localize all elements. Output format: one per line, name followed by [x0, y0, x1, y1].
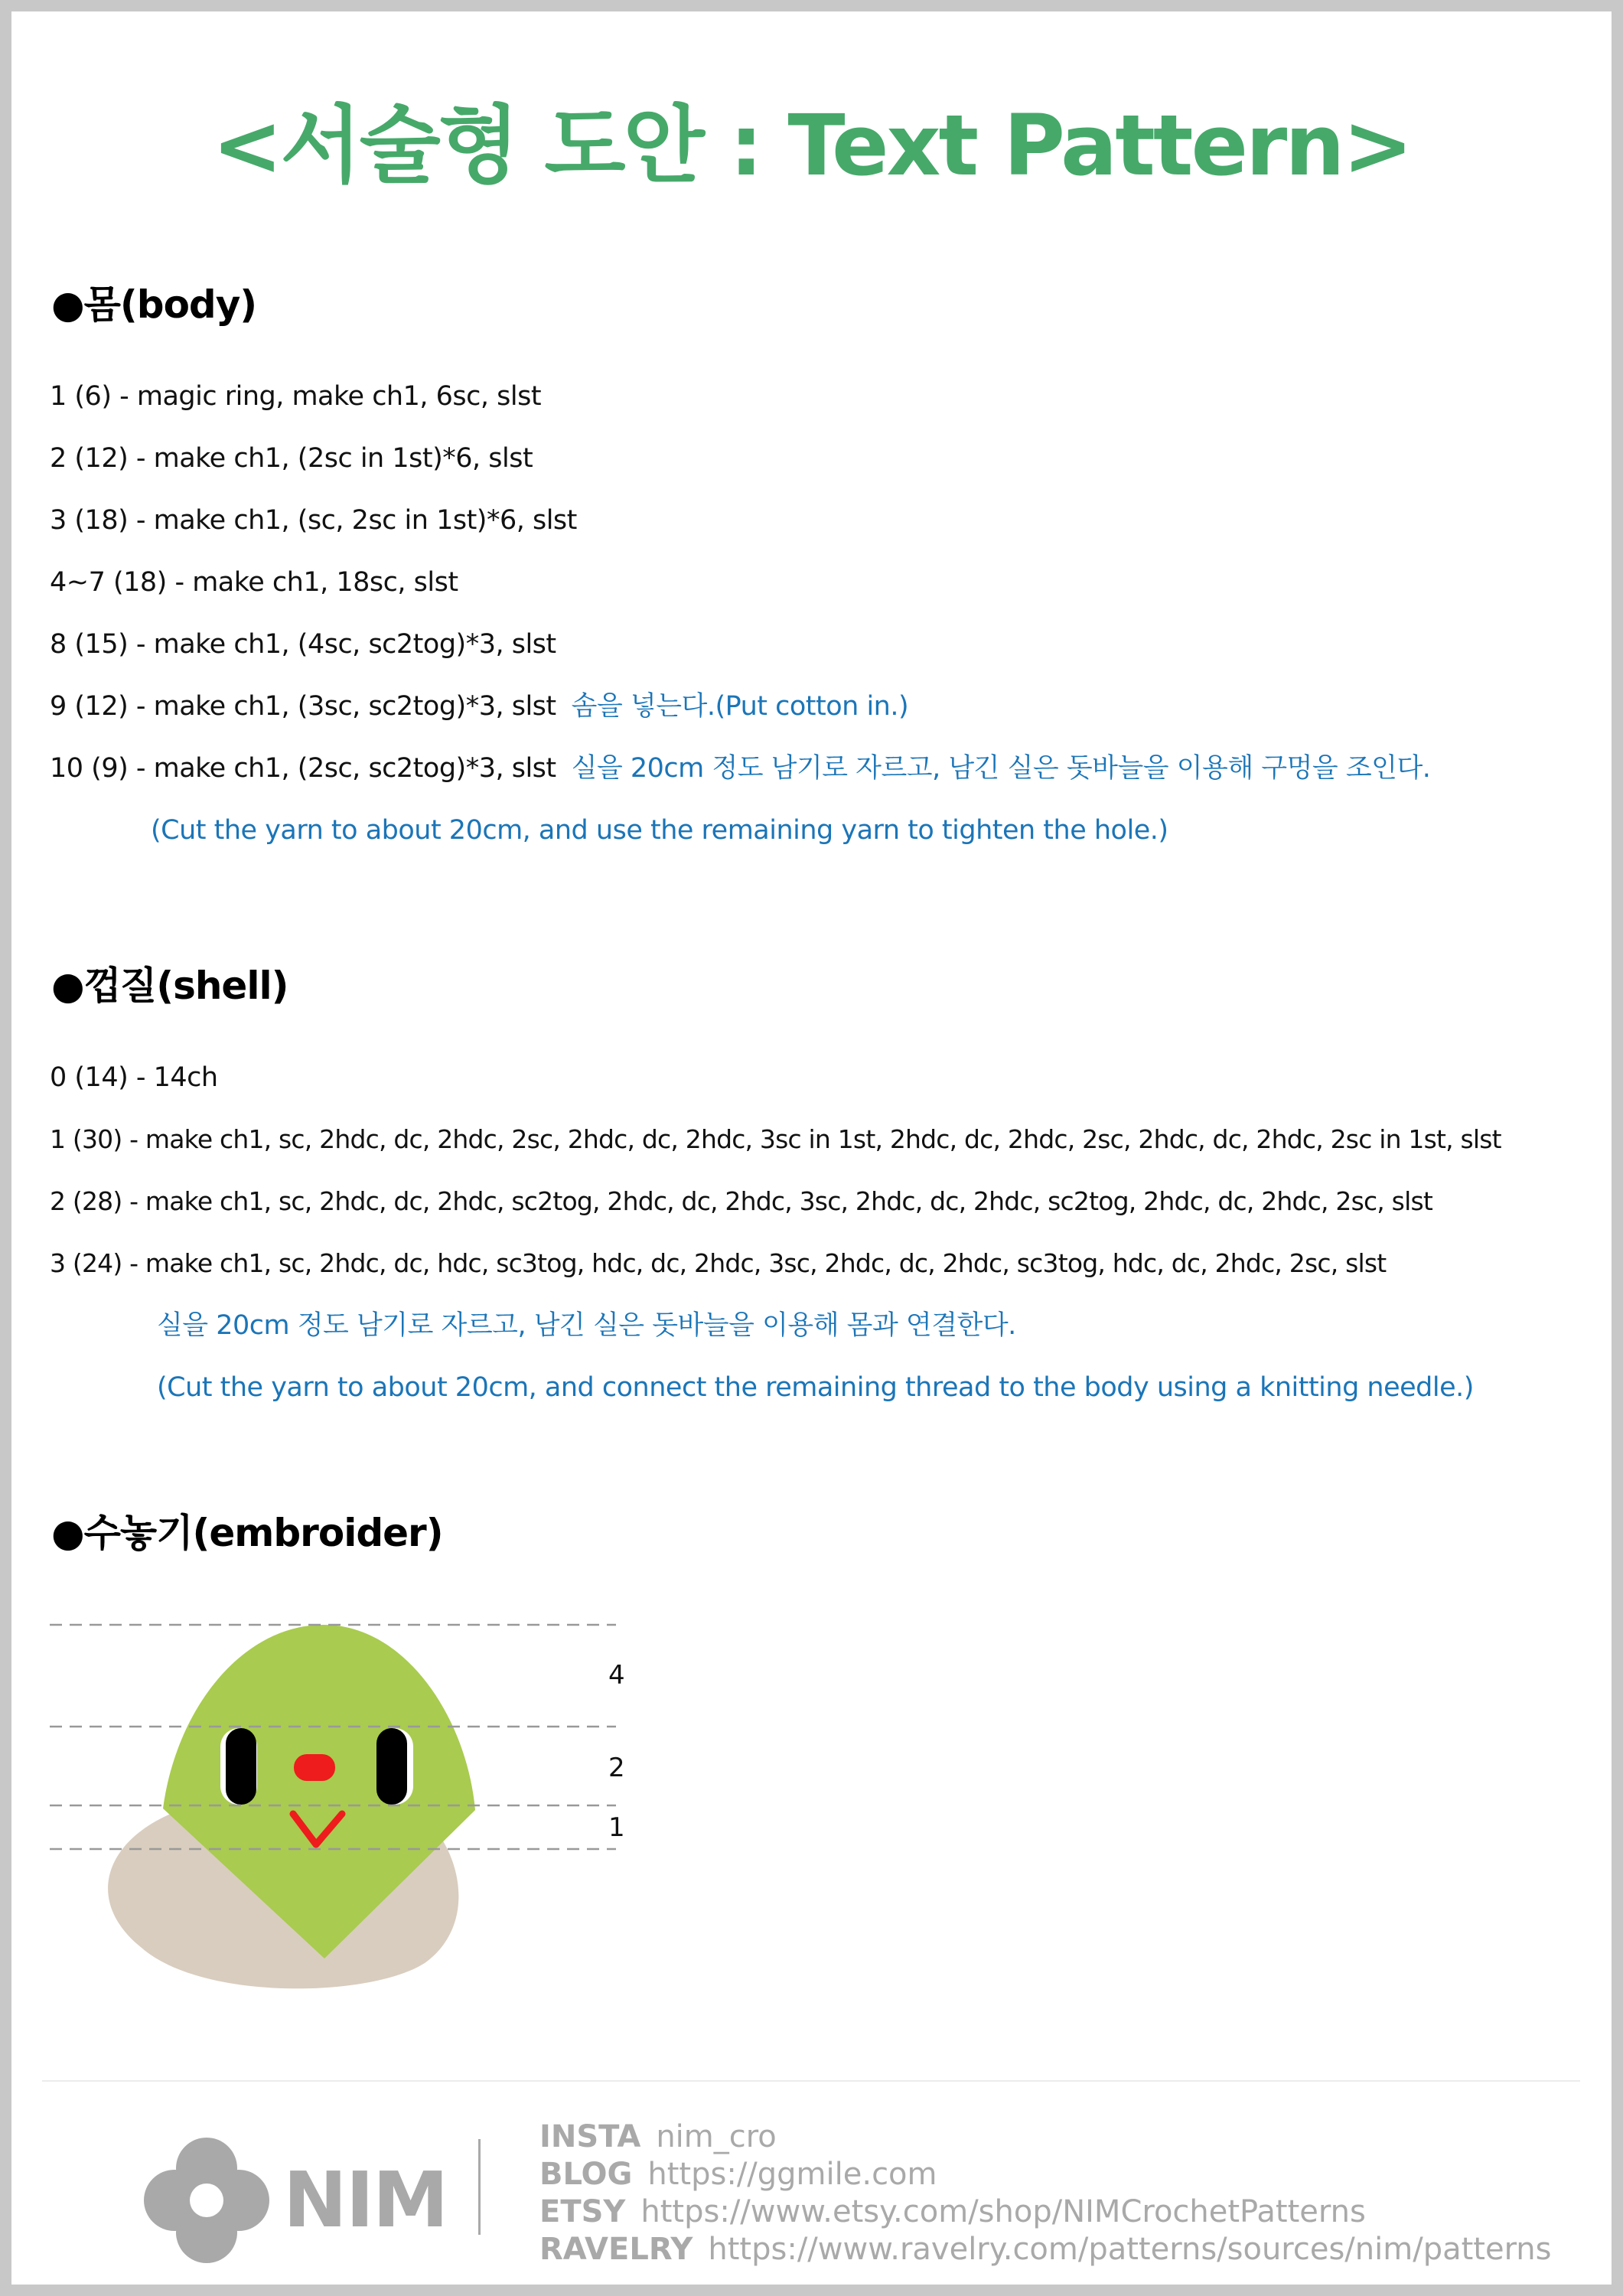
embroidery-diagram [11, 1603, 700, 2063]
shell-row-2: 2 (28) - make ch1, sc, 2hdc, dc, 2hdc, sc2tog, 2hdc, dc, 2hdc, 3sc, 2hdc, dc, 2hdc, sc2tog, 2hdc, dc, 2hdc, 2sc, slst [50, 1186, 1432, 1216]
nose [294, 1754, 335, 1781]
shell-note-korean: 실을 20cm 정도 남기로 자르고, 남긴 실은 돗바늘을 이용해 몸과 연결한다. [157, 1310, 1016, 1341]
row-label-2: 2 [608, 1753, 625, 1783]
body-row-7 [50, 752, 1430, 785]
contact-ravelry [539, 2230, 1552, 2268]
contact-value[interactable]: https://www.etsy.com/shop/NIMCrochetPatterns [640, 2194, 1366, 2229]
contact-blog [539, 2155, 937, 2193]
contact-label: ETSY [539, 2194, 626, 2229]
body-row-6 [50, 690, 908, 723]
section-heading-shell: ●껍질(shell) [51, 964, 288, 1008]
body-row-7-note: 실을 20cm 정도 남기로 자르고, 남긴 실은 돗바늘을 이용해 구멍을 조인다. [571, 753, 1431, 784]
body-row-6-note: 솜을 넣는다.(Put cotton in.) [571, 691, 909, 722]
row-label-1: 1 [608, 1812, 625, 1843]
footer-vertical-divider [478, 2139, 481, 2235]
contact-etsy [539, 2193, 1366, 2231]
body-row-1: 1 (6) - magic ring, make ch1, 6sc, slst [50, 381, 542, 412]
contact-value[interactable]: https://www.ravelry.com/patterns/sources/nim/patterns [708, 2232, 1552, 2267]
contact-insta [539, 2118, 777, 2156]
footer-divider [42, 2080, 1580, 2082]
brand-name: NIM [283, 2155, 448, 2245]
body-row-4: 4~7 (18) - make ch1, 18sc, slst [50, 567, 458, 598]
body-row-3: 3 (18) - make ch1, (sc, 2sc in 1st)*6, slst [50, 505, 577, 536]
section-heading-body: ●몸(body) [51, 282, 257, 327]
body-row-2: 2 (12) - make ch1, (2sc in 1st)*6, slst [50, 443, 533, 474]
shell-row-0: 0 (14) - 14ch [50, 1062, 218, 1093]
shell-row-3: 3 (24) - make ch1, sc, 2hdc, dc, hdc, sc3tog, hdc, dc, 2hdc, 3sc, 2hdc, dc, 2hdc, sc3tog, hdc, dc, 2hdc, 2sc, slst [50, 1248, 1387, 1278]
body-note-english: (Cut the yarn to about 20cm, and use the remaining yarn to tighten the hole.) [151, 815, 1168, 846]
right-eye [376, 1728, 407, 1805]
row-label-4: 4 [608, 1660, 625, 1691]
contact-label: INSTA [539, 2119, 641, 2154]
left-eye [226, 1728, 256, 1805]
flower-logo-icon [138, 2131, 275, 2269]
contact-label: BLOG [539, 2157, 633, 2192]
contact-value[interactable]: https://ggmile.com [647, 2157, 937, 2192]
section-heading-embroider: ●수놓기(embroider) [51, 1511, 443, 1555]
body-row-6-text: 9 (12) - make ch1, (3sc, sc2tog)*3, slst [50, 691, 556, 722]
body-row-5: 8 (15) - make ch1, (4sc, sc2tog)*3, slst [50, 629, 556, 660]
shell-note-english: (Cut the yarn to about 20cm, and connect the remaining thread to the body using a knitting needle.) [157, 1372, 1474, 1403]
pattern-page [11, 11, 1612, 2285]
contact-label: RAVELRY [539, 2232, 693, 2267]
contact-value[interactable]: nim_cro [656, 2119, 777, 2154]
shell-row-1: 1 (30) - make ch1, sc, 2hdc, dc, 2hdc, 2sc, 2hdc, dc, 2hdc, 3sc in 1st, 2hdc, dc, 2hdc, 2sc, 2hdc, dc, 2hdc, 2sc in 1st, slst [50, 1124, 1501, 1154]
body-row-7-text: 10 (9) - make ch1, (2sc, sc2tog)*3, slst [50, 753, 556, 784]
page-title: <서술형 도안 : Text Pattern> [212, 96, 1411, 194]
